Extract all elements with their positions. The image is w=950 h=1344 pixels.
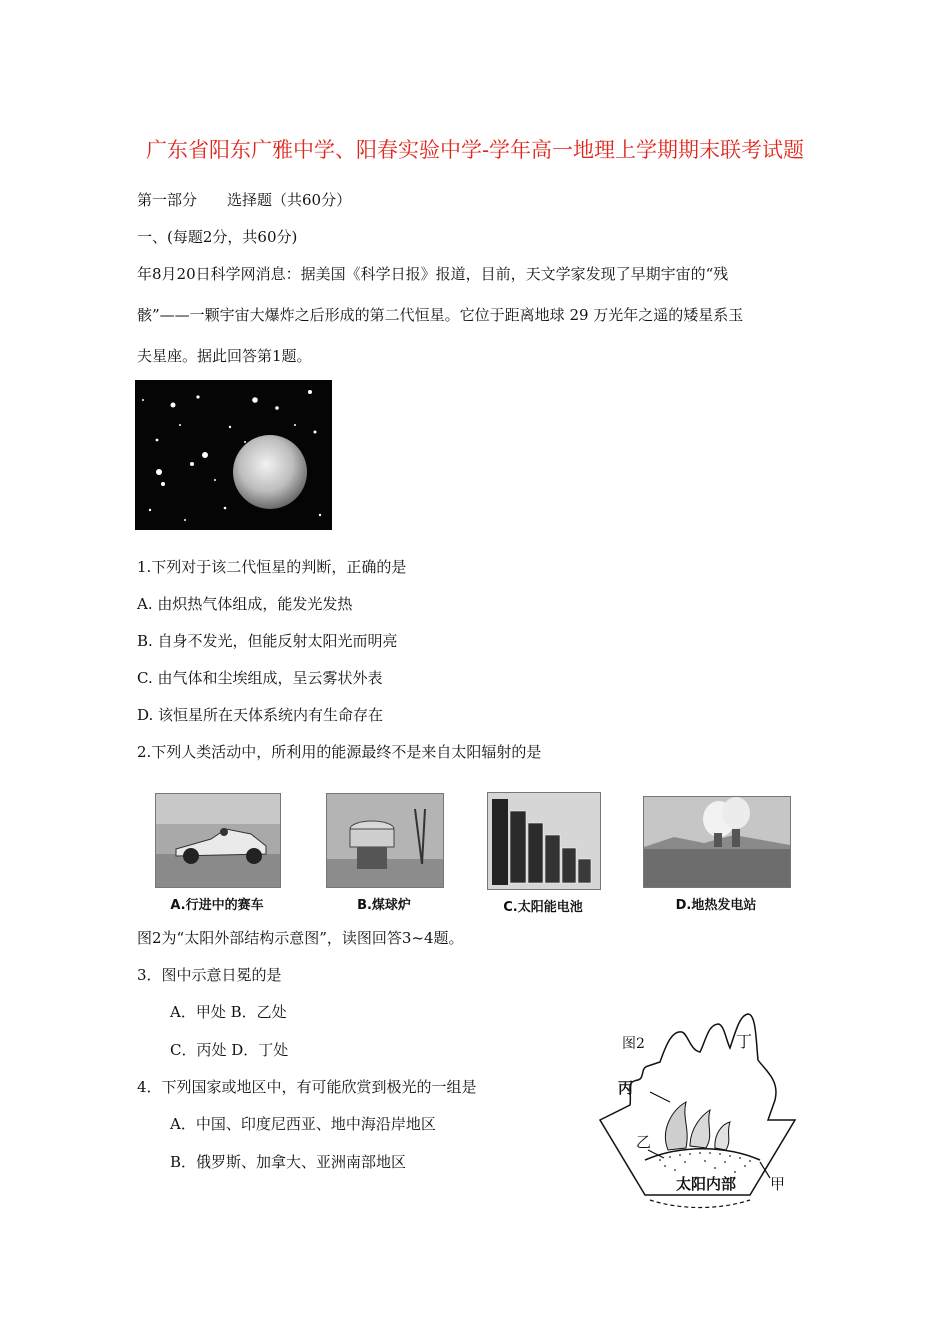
race-car-photo	[155, 793, 281, 888]
q3-options-line-2: C．丙处 D．丁处	[170, 1041, 289, 1059]
q3-stem: 3．图中示意日冕的是	[137, 966, 282, 984]
solar-panel-photo	[487, 792, 601, 890]
passage-line-3: 夫星座。据此回答第1题。	[137, 347, 312, 365]
q4-option-b: B．俄罗斯、加拿大、亚洲南部地区	[170, 1153, 407, 1171]
q1-option-b: B. 自身不发光，但能反射太阳光而明亮	[137, 632, 398, 650]
passage-line-1: 年8月20日科学网消息：据美国《科学日报》报道，目前，天文学家发现了早期宇宙的“残	[137, 265, 729, 283]
caption-d: D.地热发电站	[675, 898, 757, 913]
figure-intro: 图2为“太阳外部结构示意图”，读图回答3~4题。	[137, 929, 464, 947]
coal-stove-photo	[326, 793, 444, 888]
q2-stem: 2.下列人类活动中，所利用的能源最终不是来自太阳辐射的是	[137, 743, 542, 761]
subsection-heading: 一、(每题2分，共60分)	[137, 228, 298, 246]
star-photo	[135, 380, 332, 530]
q1-option-d: D. 该恒星所在天体系统内有生命存在	[137, 706, 384, 724]
section-label: 选择题（共60分）	[227, 191, 352, 209]
q1-option-a: A. 由炽热气体组成，能发光发热	[137, 595, 353, 613]
caption-c: C.太阳能电池	[503, 900, 583, 915]
q1-option-c: C. 由气体和尘埃组成，呈云雾状外表	[137, 669, 383, 687]
section-heading	[137, 190, 351, 210]
sun-structure-diagram	[590, 1010, 800, 1215]
caption-b: B.煤球炉	[357, 898, 411, 913]
label-jia: 甲	[770, 1175, 786, 1193]
label-sun-interior: 太阳内部	[676, 1175, 737, 1193]
figure-2-label: 图2	[622, 1036, 645, 1052]
section-part: 第一部分	[137, 191, 198, 209]
label-yi: 乙	[636, 1133, 652, 1151]
page-title: 广东省阳东广雅中学、阳春实验中学-学年高一地理上学期期末联考试题	[145, 138, 805, 162]
geothermal-plant-photo	[643, 796, 791, 888]
passage-line-2: 骸”——一颗宇宙大爆炸之后形成的第二代恒星。它位于距离地球 29 万光年之遥的矮星系玉	[137, 306, 744, 324]
label-ding: 丁	[736, 1032, 753, 1051]
q4-stem: 4．下列国家或地区中，有可能欣赏到极光的一组是	[137, 1078, 477, 1096]
q4-option-a: A．中国、印度尼西亚、地中海沿岸地区	[170, 1115, 436, 1133]
caption-a: A.行进中的赛车	[170, 898, 264, 913]
q3-options-line-1: A．甲处 B．乙处	[170, 1003, 287, 1021]
q1-stem: 1.下列对于该二代恒星的判断，正确的是	[137, 558, 407, 576]
label-bing: 丙	[618, 1079, 634, 1097]
